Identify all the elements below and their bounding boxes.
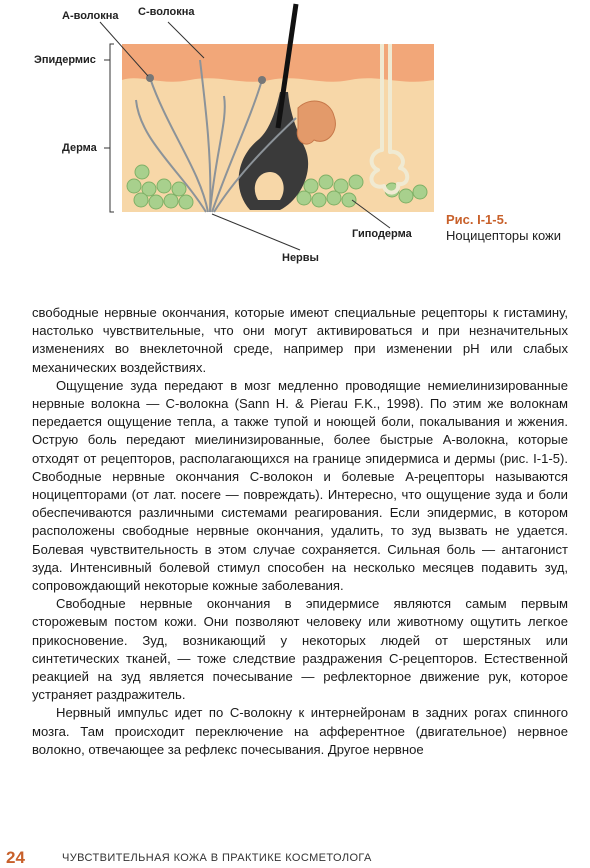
label-c-fibers: С-волокна: [138, 6, 195, 18]
label-epidermis: Эпидермис: [34, 54, 96, 66]
label-a-fibers: А-волокна: [62, 10, 119, 22]
caption-number: Рис. I-1-5.: [446, 212, 508, 227]
label-dermis: Дерма: [62, 142, 97, 154]
caption-text: Ноцицепторы кожи: [446, 228, 561, 243]
label-nerves: Нервы: [282, 252, 319, 264]
body-text: [32, 304, 568, 759]
running-title: ЧУВСТВИТЕЛЬНАЯ КОЖА В ПРАКТИКЕ КОСМЕТОЛОГА: [62, 852, 372, 864]
label-hypodermis: Гиподерма: [352, 228, 412, 240]
figure-nociceptors: [0, 0, 590, 290]
paragraph-4: Нервный импульс идет по С-волокну к интернейронам в задних рогах спинного мозга. Там происходит переключение на афферентное (двигательное) нервное волокно, отвечающее за рефлекс почесывания. Другое нервное: [32, 705, 568, 757]
page-footer: [0, 848, 590, 868]
page-number: 24: [6, 848, 25, 867]
a-fiber-receptor-2: [258, 76, 266, 84]
sebaceous-gland: [297, 101, 335, 144]
paragraph-2: Ощущение зуда передают в мозг медленно проводящие немиелинизированные нервные волокна — С-волокна (Sann H. & Pierau F.K., 1998). По этим же волокнам передается ощущение тепла, а также тупой и ноющей боли, покалывания и жжения. Острую боль передают миелинизированные, более быстрые А-волокна, которые отходят от рецепторов, располагающихся на границе эпидермиса и дермы (рис. I-1-5). Свободные нервные окончания С-волокон и болевые А-рецепторы называются ноцицепторами (от лат. nocere — повреждать). Интересно, что ощущение зуда и боли обеспечиваются различными системами реагирования. Если эпидермис, в котором расположены свободные нервные окончания, удалить, то зуд вызвать не удается. Болевая чувствительность в этом случае сохраняется. Сильная боль — антагонист зуда. Интенсивный болевой стимул способен на несколько месяцев подавить зуд, сопровождающий некоторые кожные заболевания.: [32, 377, 568, 594]
layer-bracket: [104, 44, 114, 212]
paragraph-3: Свободные нервные окончания в эпидермисе являются самым первым сторожевым постом кожи. Они позволяют человеку или животному ощутить легкое прикосновение. Зуд, возникающий у некоторых людей от шерстяных или синтетических тканей, — тоже следствие раздражения С-рецепторов. Естественной реакцией на зуд является почесывание — рефлекторное движение рук, которое устраняет раздражитель.: [32, 596, 568, 703]
epidermis-layer: [122, 44, 434, 82]
figure-caption: [446, 212, 586, 245]
paragraph-1: свободные нервные окончания, которые имеют специальные рецепторы к гистамину, настолько чувствительные, что они могут активироваться и при незначительных изменениях во внеклеточной среде, например при изменении pH или слабых механических воздействиях.: [32, 305, 568, 375]
